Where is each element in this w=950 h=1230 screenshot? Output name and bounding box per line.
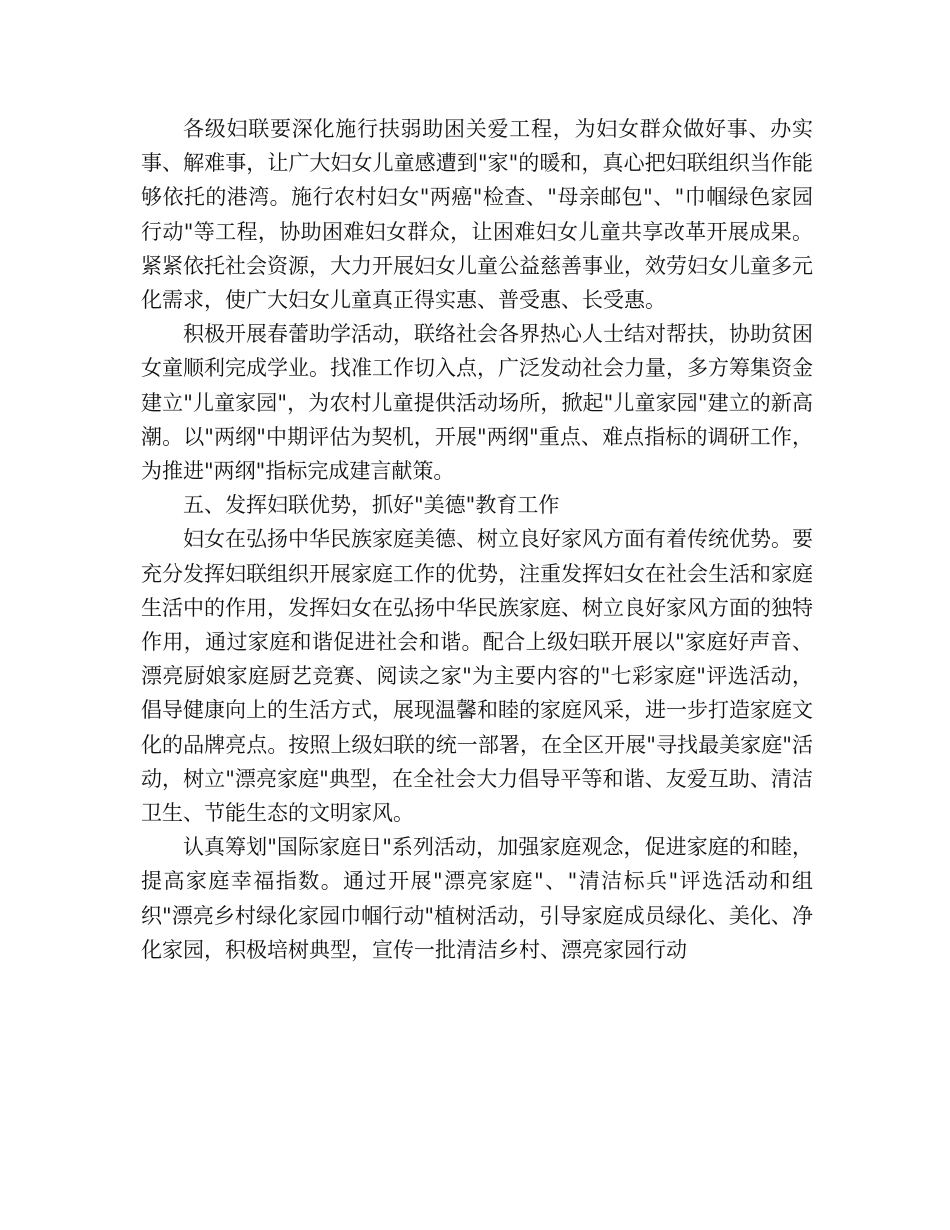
document-body bbox=[141, 112, 813, 967]
paragraph-care-project: 各级妇联要深化施行扶弱助困关爱工程，为妇女群众做好事、办实事、解难事，让广大妇女儿童感遭到"家"的暖和，真心把妇联组织当作能够依托的港湾。施行农村妇女"两癌"检查、"母亲邮包"、"巾帼绿色家园行动"等工程，协助困难妇女群众，让困难妇女儿童共享改革开展成果。紧紧依托社会资源，大力开展妇女儿童公益慈善事业，效劳妇女儿童多元化需求，使广大妇女儿童真正得实惠、普受惠、长受惠。 bbox=[141, 117, 813, 313]
paragraph-family-day: 认真筹划"国际家庭日"系列活动，加强家庭观念，促进家庭的和睦，提高家庭幸福指数。通过开展"漂亮家庭"、"清洁标兵"评选活动和组织"漂亮乡村绿化家园巾帼行动"植树活动，引导家庭成员绿化、美化、净化家园，积极培树典型，宣传一批清洁乡村、漂亮家园行动 bbox=[141, 835, 813, 962]
paragraph-family-virtue: 妇女在弘扬中华民族家庭美德、树立良好家风方面有着传统优势。要充分发挥妇联组织开展家庭工作的优势，注重发挥妇女在社会生活和家庭生活中的作用，发挥妇女在弘扬中华民族家庭、树立良好家风方面的独特作用，通过家庭和谐促进社会和谐。配合上级妇联开展以"家庭好声音、漂亮厨娘家庭厨艺竞赛、阅读之家"为主要内容的"七彩家庭"评选活动，倡导健康向上的生活方式，展现温馨和睦的家庭风采，进一步打造家庭文化的品牌亮点。按照上级妇联的统一部署，在全区开展"寻找最美家庭"活动，树立"漂亮家庭"典型，在全社会大力倡导平等和谐、友爱互助、清洁卫生、节能生态的文明家风。 bbox=[141, 527, 813, 826]
section-heading: 五、发挥妇联优势，抓好"美德"教育工作 bbox=[183, 493, 560, 518]
paragraph-spring-bud: 积极开展春蕾助学活动，联络社会各界热心人士结对帮扶，协助贫困女童顺利完成学业。找准工作切入点，广泛发动社会力量，多方筹集资金建立"儿童家园"，为农村儿童提供活动场所，掀起"儿童家园"建立的新高潮。以"两纲"中期评估为契机，开展"两纲"重点、难点指标的调研工作，为推进"两纲"指标完成建言献策。 bbox=[141, 322, 813, 484]
